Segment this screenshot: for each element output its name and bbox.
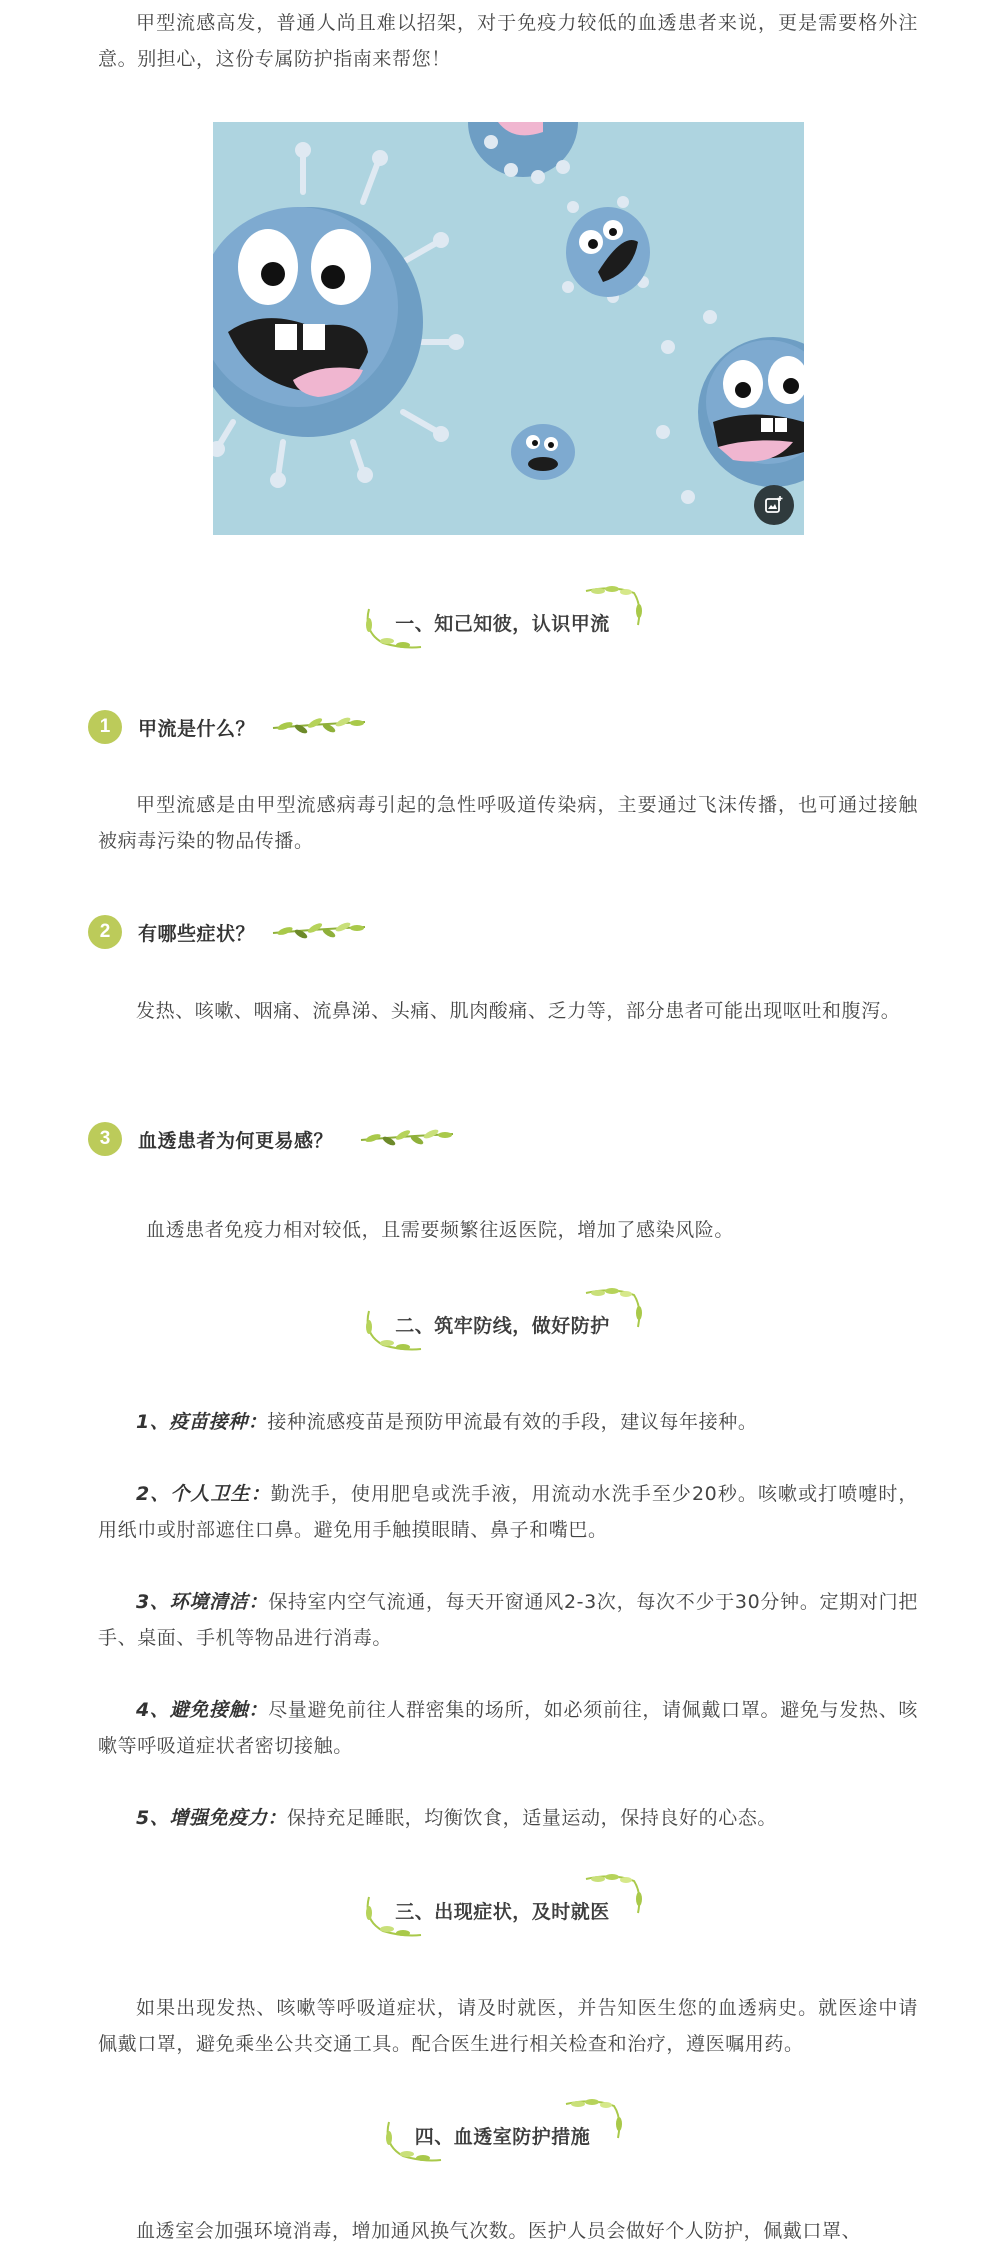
question-title: 血透患者为何更易感？ bbox=[138, 1129, 334, 1152]
section-title-2 bbox=[0, 1311, 1005, 1338]
question-heading-1 bbox=[88, 710, 367, 744]
protection-item-5 bbox=[98, 1800, 918, 1836]
leaf-decoration-icon bbox=[584, 1873, 644, 1915]
section-title-text: 四、血透室防护措施 bbox=[414, 2126, 591, 2148]
section-title-text: 二、筑牢防线，做好防护 bbox=[395, 1315, 610, 1337]
number-badge: 1 bbox=[88, 710, 122, 744]
leaf-branch-icon bbox=[271, 921, 367, 943]
protection-label: 5、增强免疫力： bbox=[136, 1807, 288, 1829]
section-title-text: 三、出现症状，及时就医 bbox=[395, 1901, 610, 1923]
question-title: 有哪些症状？ bbox=[138, 922, 256, 945]
protection-item-4 bbox=[98, 1692, 918, 1764]
dialysis-room-paragraph: 血透室会加强环境消毒，增加通风换气次数。医护人员会做好个人防护，佩戴口罩、 bbox=[136, 2220, 862, 2242]
leaf-decoration-icon bbox=[584, 1287, 644, 1329]
question-heading-2 bbox=[88, 915, 367, 949]
section-title-1 bbox=[0, 609, 1005, 636]
protection-text: 接种流感疫苗是预防甲流最有效的手段，建议每年接种。 bbox=[267, 1411, 758, 1433]
question-heading-3 bbox=[88, 1122, 455, 1156]
intro-paragraph: 甲型流感高发，普通人尚且难以招架，对于免疫力较低的血透患者来说，更是需要格外注意。别担心，这份专属防护指南来帮您！ bbox=[98, 12, 918, 70]
question-title: 甲流是什么？ bbox=[138, 717, 256, 740]
answer-paragraph: 发热、咳嗽、咽痛、流鼻涕、头痛、肌肉酸痛、乏力等，部分患者可能出现呕吐和腹泻。 bbox=[136, 1000, 901, 1022]
image-edit-icon bbox=[764, 495, 784, 515]
section-title-3 bbox=[0, 1897, 1005, 1924]
leaf-decoration-icon bbox=[383, 2120, 443, 2164]
protection-item-3 bbox=[98, 1584, 918, 1656]
number-badge: 3 bbox=[88, 1122, 122, 1156]
number-badge: 2 bbox=[88, 915, 122, 949]
hero-image bbox=[213, 122, 804, 535]
protection-item-1 bbox=[98, 1404, 918, 1440]
protection-label: 4、避免接触： bbox=[136, 1699, 269, 1721]
leaf-decoration-icon bbox=[564, 2098, 624, 2140]
protection-text: 勤洗手，使用肥皂或洗手液，用流动水洗手至少20秒。咳嗽或打喷嚏时，用纸巾或肘部遮住口鼻。避免用手触摸眼睛、鼻子和嘴巴。 bbox=[98, 1483, 919, 1541]
protection-label: 3、环境清洁： bbox=[136, 1591, 269, 1613]
protection-item-2 bbox=[98, 1476, 918, 1548]
leaf-branch-icon bbox=[359, 1128, 455, 1150]
protection-label: 1、疫苗接种： bbox=[136, 1411, 268, 1433]
leaf-decoration-icon bbox=[363, 607, 423, 651]
answer-paragraph: 血透患者免疫力相对较低，且需要频繁往返医院，增加了感染风险。 bbox=[146, 1219, 735, 1241]
protection-label: 2、个人卫生： bbox=[136, 1483, 271, 1505]
seek-care-paragraph: 如果出现发热、咳嗽等呼吸道症状，请及时就医，并告知医生您的血透病史。就医途中请佩戴口罩，避免乘坐公共交通工具。配合医生进行相关检查和治疗，遵医嘱用药。 bbox=[98, 1997, 918, 2055]
image-edit-button[interactable] bbox=[754, 485, 794, 525]
virus-illustration bbox=[213, 122, 804, 535]
protection-text: 尽量避免前往人群密集的场所，如必须前往，请佩戴口罩。避免与发热、咳嗽等呼吸道症状者密切接触。 bbox=[98, 1699, 919, 1757]
leaf-branch-icon bbox=[271, 716, 367, 738]
answer-paragraph: 甲型流感是由甲型流感病毒引起的急性呼吸道传染病，主要通过飞沫传播，也可通过接触被病毒污染的物品传播。 bbox=[98, 794, 918, 852]
section-title-text: 一、知己知彼，认识甲流 bbox=[395, 613, 610, 635]
protection-text: 保持充足睡眠，均衡饮食，适量运动，保持良好的心态。 bbox=[287, 1807, 778, 1829]
protection-text: 保持室内空气流通，每天开窗通风2-3次，每次不少于30分钟。定期对门把手、桌面、手机等物品进行消毒。 bbox=[98, 1591, 919, 1649]
leaf-decoration-icon bbox=[584, 585, 644, 627]
leaf-decoration-icon bbox=[363, 1309, 423, 1353]
leaf-decoration-icon bbox=[363, 1895, 423, 1939]
section-title-4 bbox=[0, 2122, 1005, 2149]
